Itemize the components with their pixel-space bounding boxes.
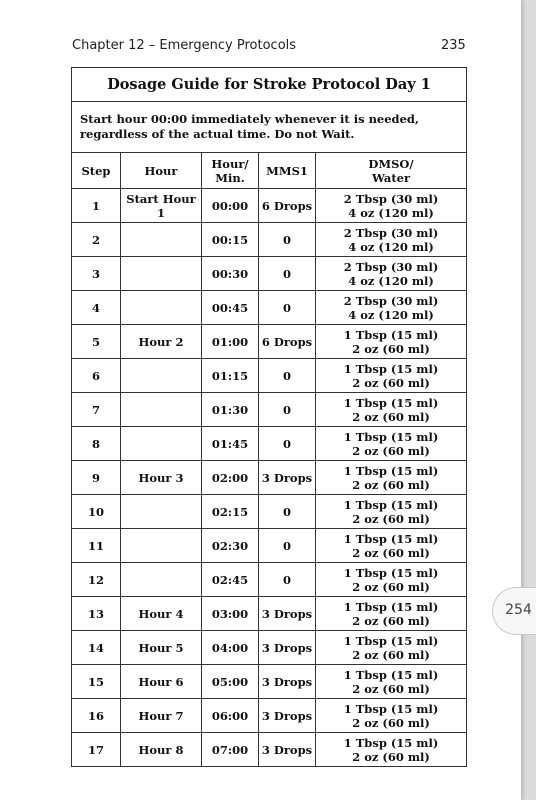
time-cell: 07:00 xyxy=(202,733,259,767)
step-cell: 17 xyxy=(72,733,121,767)
hour-cell: Hour 6 xyxy=(121,665,202,699)
water-amount: 2 oz (60 ml) xyxy=(352,545,430,560)
step-cell: 15 xyxy=(72,665,121,699)
col-dmso-line1: DMSO/ xyxy=(368,156,414,171)
dmso-amount: 1 Tbsp (15 ml) xyxy=(343,599,439,614)
dmso-water-cell xyxy=(316,597,467,631)
table-row xyxy=(72,529,467,563)
time-cell: 00:15 xyxy=(202,223,259,257)
dmso-water-cell xyxy=(316,393,467,427)
hour-cell: Start Hour 1 xyxy=(121,189,202,223)
table-row xyxy=(72,495,467,529)
col-mms1: MMS1 xyxy=(259,153,316,189)
dmso-water-cell xyxy=(316,359,467,393)
step-cell: 10 xyxy=(72,495,121,529)
mms1-cell: 3 Drops xyxy=(259,631,316,665)
time-cell: 06:00 xyxy=(202,699,259,733)
table-row xyxy=(72,223,467,257)
time-cell: 04:00 xyxy=(202,631,259,665)
time-cell: 02:15 xyxy=(202,495,259,529)
step-cell: 11 xyxy=(72,529,121,563)
time-cell: 02:30 xyxy=(202,529,259,563)
table-row xyxy=(72,257,467,291)
hour-cell xyxy=(121,257,202,291)
step-cell: 3 xyxy=(72,257,121,291)
hour-cell xyxy=(121,291,202,325)
dosage-table xyxy=(71,67,467,767)
col-hour-min-line2: Min. xyxy=(215,170,245,185)
note-line-2: regardless of the actual time. Do not Wait. xyxy=(80,127,355,141)
water-amount: 4 oz (120 ml) xyxy=(348,239,434,254)
hour-cell xyxy=(121,563,202,597)
water-amount: 4 oz (120 ml) xyxy=(348,307,434,322)
dmso-water-cell xyxy=(316,495,467,529)
water-amount: 2 oz (60 ml) xyxy=(352,681,430,696)
mms1-cell: 6 Drops xyxy=(259,325,316,359)
dmso-amount: 1 Tbsp (15 ml) xyxy=(343,701,439,716)
dmso-amount: 1 Tbsp (15 ml) xyxy=(343,395,439,410)
step-cell: 4 xyxy=(72,291,121,325)
hour-cell xyxy=(121,393,202,427)
water-amount: 2 oz (60 ml) xyxy=(352,511,430,526)
step-cell: 8 xyxy=(72,427,121,461)
time-cell: 00:45 xyxy=(202,291,259,325)
dmso-water-cell xyxy=(316,291,467,325)
mms1-cell: 0 xyxy=(259,529,316,563)
table-row xyxy=(72,461,467,495)
dmso-amount: 2 Tbsp (30 ml) xyxy=(343,191,439,206)
step-cell: 1 xyxy=(72,189,121,223)
col-hour-min-line1: Hour/ xyxy=(211,156,249,171)
page-indicator-label: 254 xyxy=(505,602,532,618)
col-hour-min xyxy=(202,153,259,189)
hour-cell: Hour 4 xyxy=(121,597,202,631)
mms1-cell: 3 Drops xyxy=(259,461,316,495)
note-line-1: Start hour 00:00 immediately whenever it is needed, xyxy=(80,112,419,126)
water-amount: 2 oz (60 ml) xyxy=(352,715,430,730)
dmso-amount: 1 Tbsp (15 ml) xyxy=(343,497,439,512)
table-note xyxy=(72,102,467,153)
col-dmso xyxy=(316,153,467,189)
step-cell: 6 xyxy=(72,359,121,393)
dmso-water-cell xyxy=(316,733,467,767)
table-row xyxy=(72,733,467,767)
table-body xyxy=(72,189,467,767)
mms1-cell: 3 Drops xyxy=(259,597,316,631)
water-amount: 2 oz (60 ml) xyxy=(352,647,430,662)
dmso-water-cell xyxy=(316,529,467,563)
water-amount: 2 oz (60 ml) xyxy=(352,477,430,492)
mms1-cell: 0 xyxy=(259,393,316,427)
mms1-cell: 0 xyxy=(259,427,316,461)
page-number: 235 xyxy=(441,38,466,53)
dmso-amount: 1 Tbsp (15 ml) xyxy=(343,361,439,376)
hour-cell: Hour 8 xyxy=(121,733,202,767)
water-amount: 2 oz (60 ml) xyxy=(352,613,430,628)
mms1-cell: 6 Drops xyxy=(259,189,316,223)
time-cell: 00:30 xyxy=(202,257,259,291)
dmso-amount: 1 Tbsp (15 ml) xyxy=(343,565,439,580)
time-cell: 01:45 xyxy=(202,427,259,461)
table-row xyxy=(72,427,467,461)
dmso-water-cell xyxy=(316,189,467,223)
dmso-amount: 2 Tbsp (30 ml) xyxy=(343,225,439,240)
dmso-amount: 1 Tbsp (15 ml) xyxy=(343,531,439,546)
dmso-water-cell xyxy=(316,665,467,699)
water-amount: 2 oz (60 ml) xyxy=(352,579,430,594)
table-row xyxy=(72,393,467,427)
time-cell: 02:45 xyxy=(202,563,259,597)
water-amount: 2 oz (60 ml) xyxy=(352,375,430,390)
water-amount: 2 oz (60 ml) xyxy=(352,409,430,424)
water-amount: 2 oz (60 ml) xyxy=(352,749,430,764)
hour-cell: Hour 7 xyxy=(121,699,202,733)
dmso-amount: 1 Tbsp (15 ml) xyxy=(343,327,439,342)
dmso-amount: 1 Tbsp (15 ml) xyxy=(343,633,439,648)
step-cell: 12 xyxy=(72,563,121,597)
mms1-cell: 0 xyxy=(259,359,316,393)
step-cell: 14 xyxy=(72,631,121,665)
time-cell: 03:00 xyxy=(202,597,259,631)
table-row xyxy=(72,359,467,393)
step-cell: 16 xyxy=(72,699,121,733)
col-dmso-line2: Water xyxy=(371,170,411,185)
step-cell: 2 xyxy=(72,223,121,257)
water-amount: 4 oz (120 ml) xyxy=(348,205,434,220)
hour-cell xyxy=(121,495,202,529)
mms1-cell: 3 Drops xyxy=(259,665,316,699)
water-amount: 4 oz (120 ml) xyxy=(348,273,434,288)
table-row xyxy=(72,291,467,325)
table-row xyxy=(72,563,467,597)
hour-cell xyxy=(121,223,202,257)
table-row xyxy=(72,325,467,359)
mms1-cell: 0 xyxy=(259,257,316,291)
mms1-cell: 0 xyxy=(259,563,316,597)
dmso-amount: 1 Tbsp (15 ml) xyxy=(343,735,439,750)
time-cell: 01:15 xyxy=(202,359,259,393)
dmso-water-cell xyxy=(316,563,467,597)
water-amount: 2 oz (60 ml) xyxy=(352,341,430,356)
mms1-cell: 0 xyxy=(259,495,316,529)
water-amount: 2 oz (60 ml) xyxy=(352,443,430,458)
dmso-water-cell xyxy=(316,631,467,665)
dmso-amount: 1 Tbsp (15 ml) xyxy=(343,463,439,478)
hour-cell xyxy=(121,427,202,461)
step-cell: 13 xyxy=(72,597,121,631)
table-row xyxy=(72,631,467,665)
table-row xyxy=(72,597,467,631)
time-cell: 01:00 xyxy=(202,325,259,359)
dmso-amount: 2 Tbsp (30 ml) xyxy=(343,293,439,308)
dmso-amount: 1 Tbsp (15 ml) xyxy=(343,429,439,444)
table-row xyxy=(72,699,467,733)
step-cell: 7 xyxy=(72,393,121,427)
dmso-water-cell xyxy=(316,461,467,495)
dmso-water-cell xyxy=(316,257,467,291)
mms1-cell: 3 Drops xyxy=(259,733,316,767)
time-cell: 02:00 xyxy=(202,461,259,495)
time-cell: 01:30 xyxy=(202,393,259,427)
dmso-water-cell xyxy=(316,325,467,359)
step-cell: 9 xyxy=(72,461,121,495)
table-row xyxy=(72,189,467,223)
dmso-water-cell xyxy=(316,223,467,257)
header-row xyxy=(72,153,467,189)
mms1-cell: 0 xyxy=(259,291,316,325)
mms1-cell: 3 Drops xyxy=(259,699,316,733)
time-cell: 00:00 xyxy=(202,189,259,223)
hour-cell xyxy=(121,359,202,393)
hour-cell: Hour 3 xyxy=(121,461,202,495)
col-step: Step xyxy=(72,153,121,189)
step-cell: 5 xyxy=(72,325,121,359)
chapter-header: Chapter 12 – Emergency Protocols xyxy=(72,38,297,53)
col-hour: Hour xyxy=(121,153,202,189)
time-cell: 05:00 xyxy=(202,665,259,699)
hour-cell: Hour 5 xyxy=(121,631,202,665)
mms1-cell: 0 xyxy=(259,223,316,257)
hour-cell: Hour 2 xyxy=(121,325,202,359)
dmso-water-cell xyxy=(316,427,467,461)
hour-cell xyxy=(121,529,202,563)
table-row xyxy=(72,665,467,699)
dmso-amount: 2 Tbsp (30 ml) xyxy=(343,259,439,274)
dmso-water-cell xyxy=(316,699,467,733)
table-title: Dosage Guide for Stroke Protocol Day 1 xyxy=(72,68,467,102)
dmso-amount: 1 Tbsp (15 ml) xyxy=(343,667,439,682)
page-indicator-tab[interactable] xyxy=(492,587,536,635)
